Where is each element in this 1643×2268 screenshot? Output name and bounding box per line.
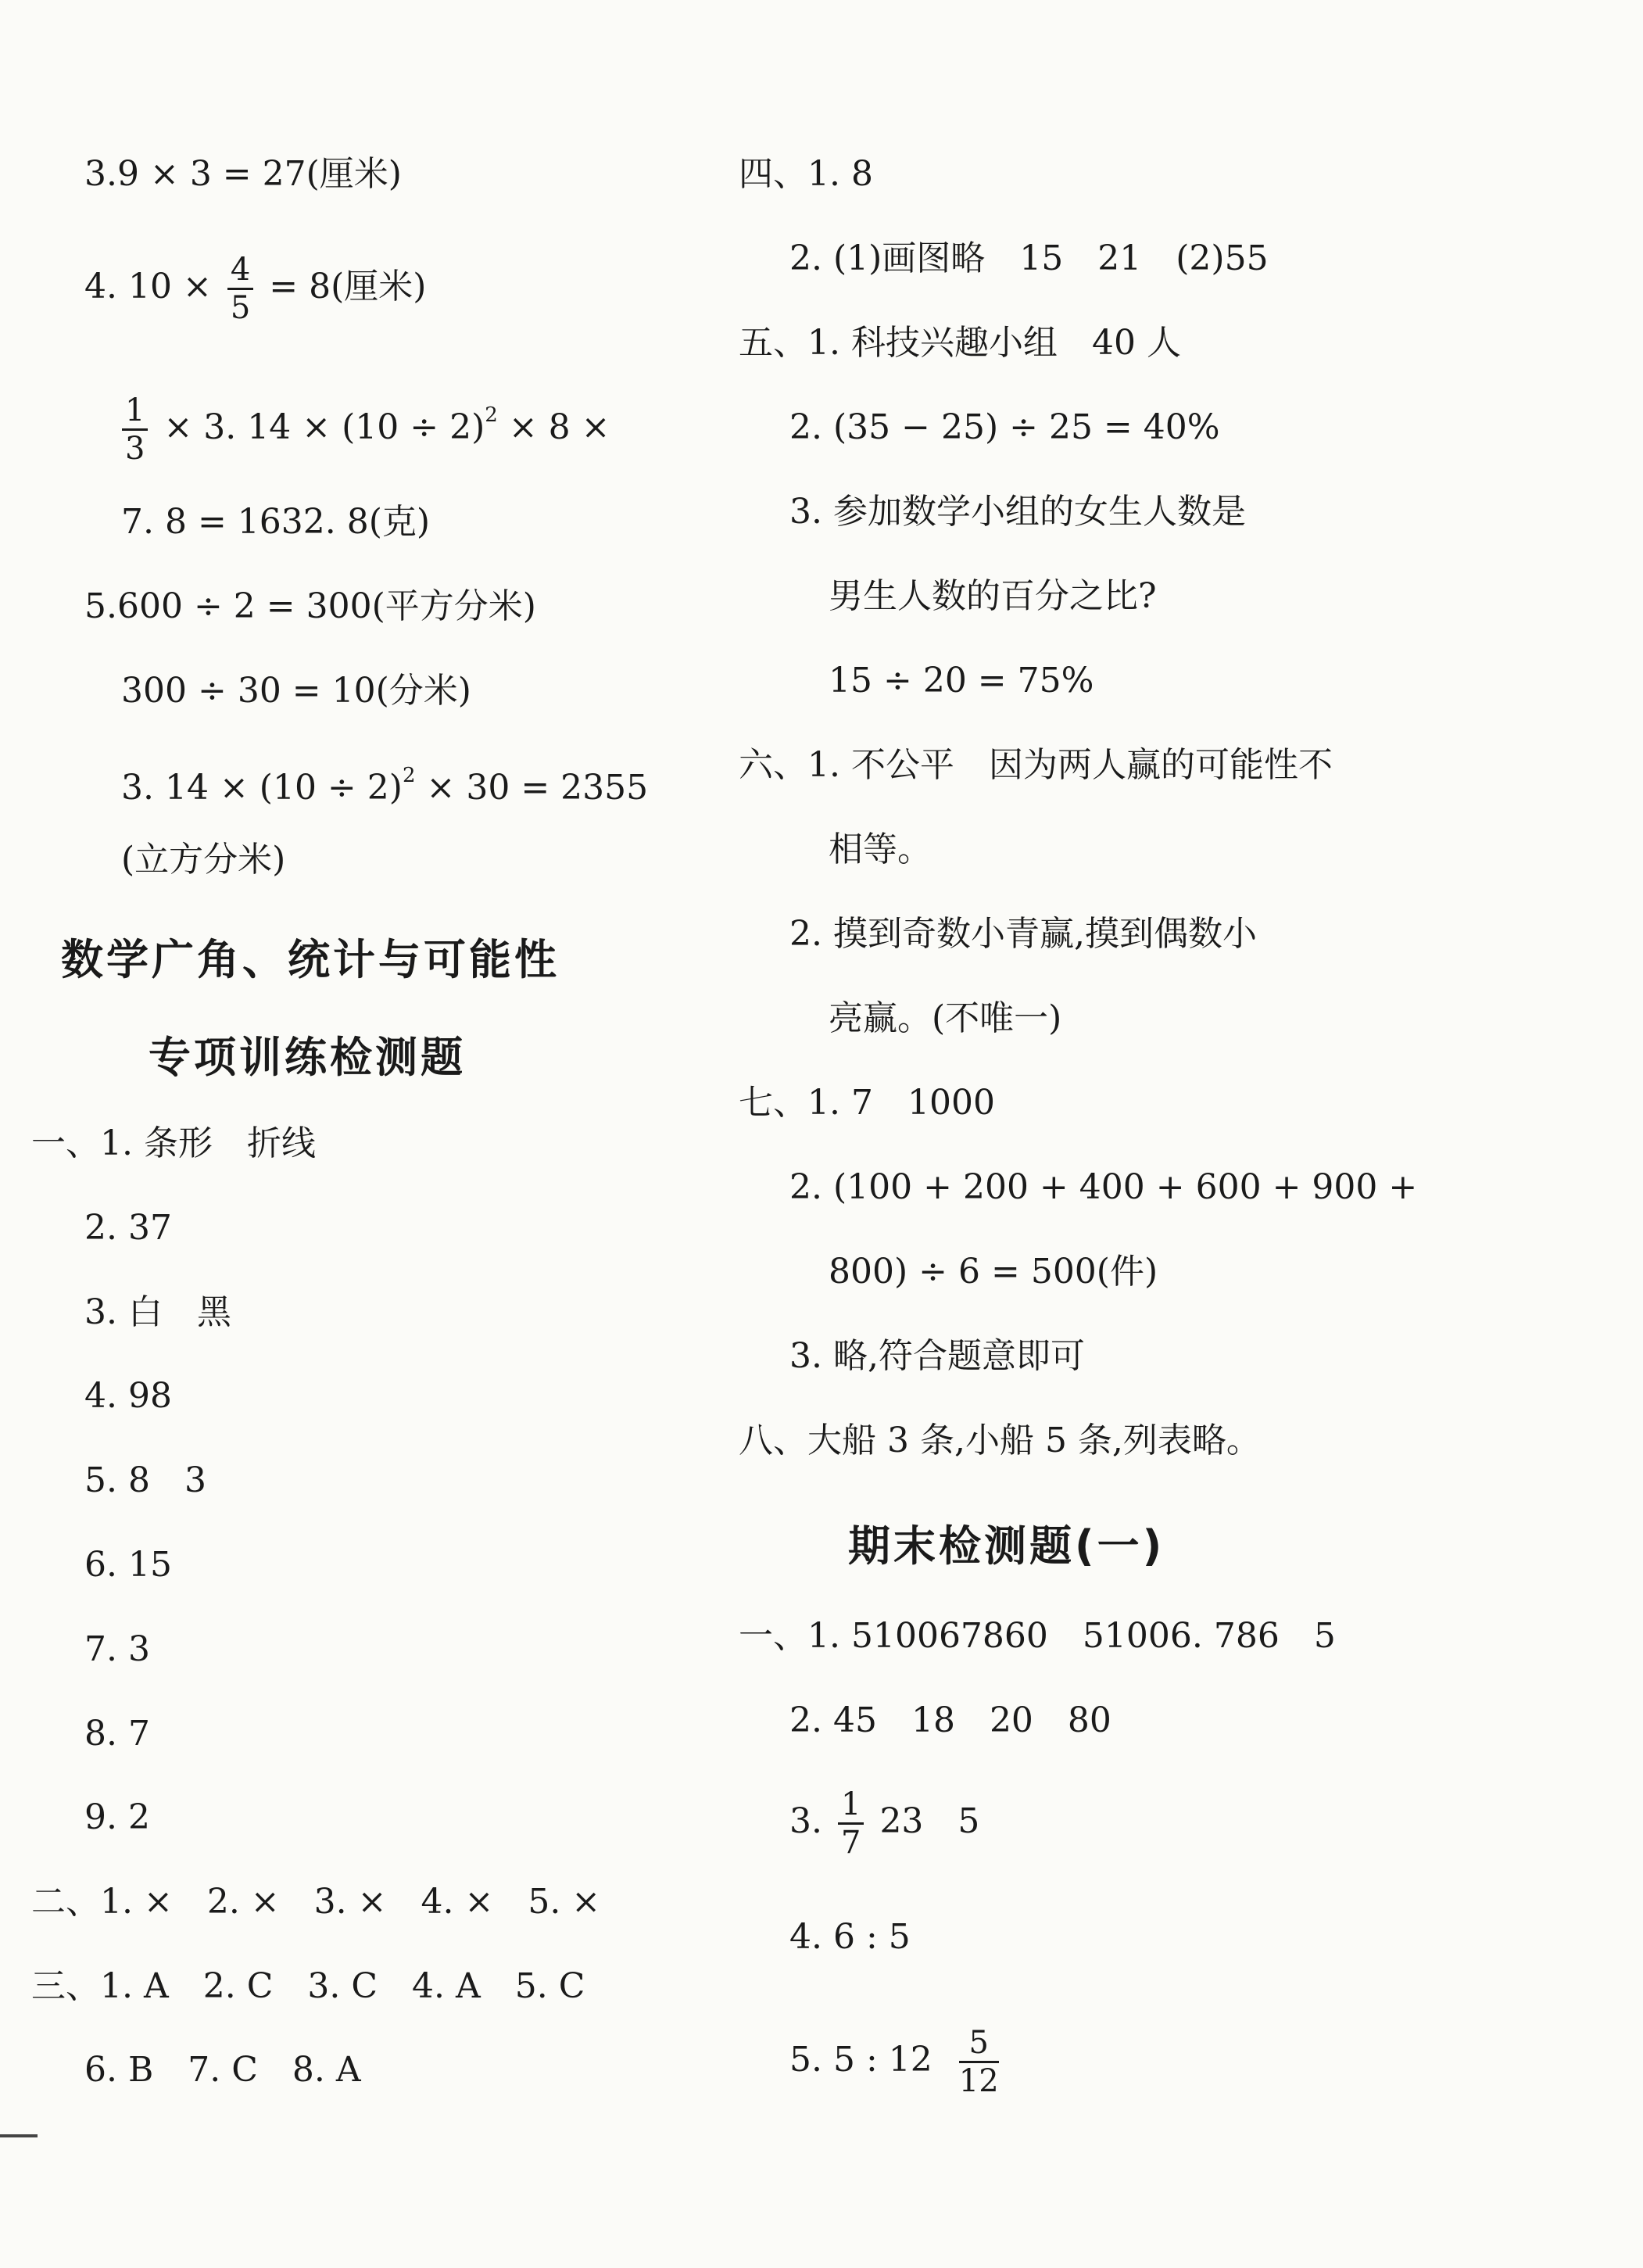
expression: 3. 14 × (10 ÷ 2): [121, 768, 403, 808]
answer-line: 3. 参加数学小组的女生人数是: [789, 492, 1246, 532]
numerator: 5: [959, 2025, 999, 2063]
expression: 5. 5 : 12: [789, 2040, 932, 2080]
answer-line: 300 ÷ 30 = 10(分米): [121, 671, 471, 711]
answer-line: [117, 392, 610, 467]
answer-line: 3. 略,符合题意即可: [789, 1336, 1085, 1376]
answer-line: 男生人数的百分之比?: [829, 576, 1157, 616]
answer-line: 800) ÷ 6 = 500(件): [829, 1252, 1158, 1292]
page-edge-rule: [0, 2134, 38, 2137]
answer-line: 3. 白 黑: [84, 1292, 231, 1332]
answer-line: 3.9 × 3 = 27(厘米): [84, 154, 402, 194]
answer-line: 七、1. 7 1000: [739, 1083, 995, 1123]
expression: 10 ×: [127, 267, 212, 306]
answer-line: 6. 15: [84, 1545, 172, 1585]
section-subheading: 专项训练检测题: [149, 1033, 466, 1082]
answer-line: 2. 45 18 20 80: [789, 1700, 1111, 1740]
answer-line: 5.600 ÷ 2 = 300(平方分米): [84, 586, 536, 626]
answer-line: [789, 1786, 979, 1861]
expression: × 8 ×: [508, 407, 610, 447]
answer-line: 一、1. 510067860 51006. 786 5: [739, 1616, 1336, 1656]
answer-line: 4. 6 : 5: [789, 1917, 911, 1957]
fraction: [122, 392, 148, 467]
denominator: 7: [840, 1825, 861, 1861]
answer-line: 4. 98: [84, 1376, 172, 1416]
expression: × 30 = 2355: [426, 768, 649, 808]
answer-line: 六、1. 不公平 因为两人赢的可能性不: [739, 745, 1333, 785]
section-heading: 数学广角、统计与可能性: [61, 935, 560, 984]
answer-line: 7. 8 = 1632. 8(克): [121, 502, 431, 542]
answer-line: 五、1. 科技兴趣小组 40 人: [739, 323, 1181, 363]
denominator: 12: [958, 2063, 999, 2099]
expression: = 8(厘米): [269, 267, 427, 306]
answer-line: 2. (35 − 25) ÷ 25 = 40%: [789, 407, 1220, 447]
answer-line: 6. B 7. C 8. A: [84, 2050, 361, 2090]
exponent: 2: [402, 764, 416, 787]
answer-line: 一、1. 条形 折线: [31, 1123, 316, 1163]
exponent: 2: [485, 403, 498, 427]
numerator: 1: [838, 1786, 864, 1825]
answer-line: 15 ÷ 20 = 75%: [829, 661, 1094, 700]
answer-line: 2. 摸到奇数小青赢,摸到偶数小: [789, 914, 1257, 954]
answer-line: 5. 8 3: [84, 1460, 206, 1500]
answer-line: 8. 7: [84, 1714, 150, 1754]
answer-line: 7. 3: [84, 1629, 150, 1669]
answer-line: 亮赢。(不唯一): [829, 998, 1062, 1038]
expression: × 3. 14 × (10 ÷ 2): [163, 407, 485, 447]
answer-line: [789, 2025, 1004, 2099]
numerator: 1: [122, 392, 148, 431]
answer-line: 相等。: [829, 829, 932, 869]
answer-line: [84, 252, 426, 326]
answer-line: 四、1. 8: [739, 154, 873, 194]
denominator: 5: [230, 290, 251, 326]
fraction: [838, 1786, 864, 1861]
answer-line: 9. 2: [84, 1797, 150, 1837]
denominator: 3: [125, 431, 145, 467]
answer-line: [121, 754, 648, 810]
numerator: 4: [227, 252, 253, 290]
item-number: 3.: [789, 1801, 822, 1841]
answer-line: 2. (100 + 200 + 400 + 600 + 900 +: [789, 1167, 1418, 1207]
answer-line: 三、1. A 2. C 3. C 4. A 5. C: [31, 1966, 585, 2006]
answer-line: (立方分米): [121, 840, 286, 880]
item-number: 4.: [84, 267, 117, 306]
answer-line: 八、大船 3 条,小船 5 条,列表略。: [739, 1421, 1261, 1460]
expression: 23 5: [879, 1801, 980, 1841]
fraction: [227, 252, 253, 326]
answer-line: 二、1. × 2. × 3. × 4. × 5. ×: [31, 1882, 601, 1922]
section-heading: 期末检测题(一): [848, 1521, 1165, 1571]
answer-line: 2. 37: [84, 1208, 172, 1248]
answer-line: 2. (1)画图略 15 21 (2)55: [789, 238, 1269, 278]
fraction: [959, 2025, 999, 2099]
